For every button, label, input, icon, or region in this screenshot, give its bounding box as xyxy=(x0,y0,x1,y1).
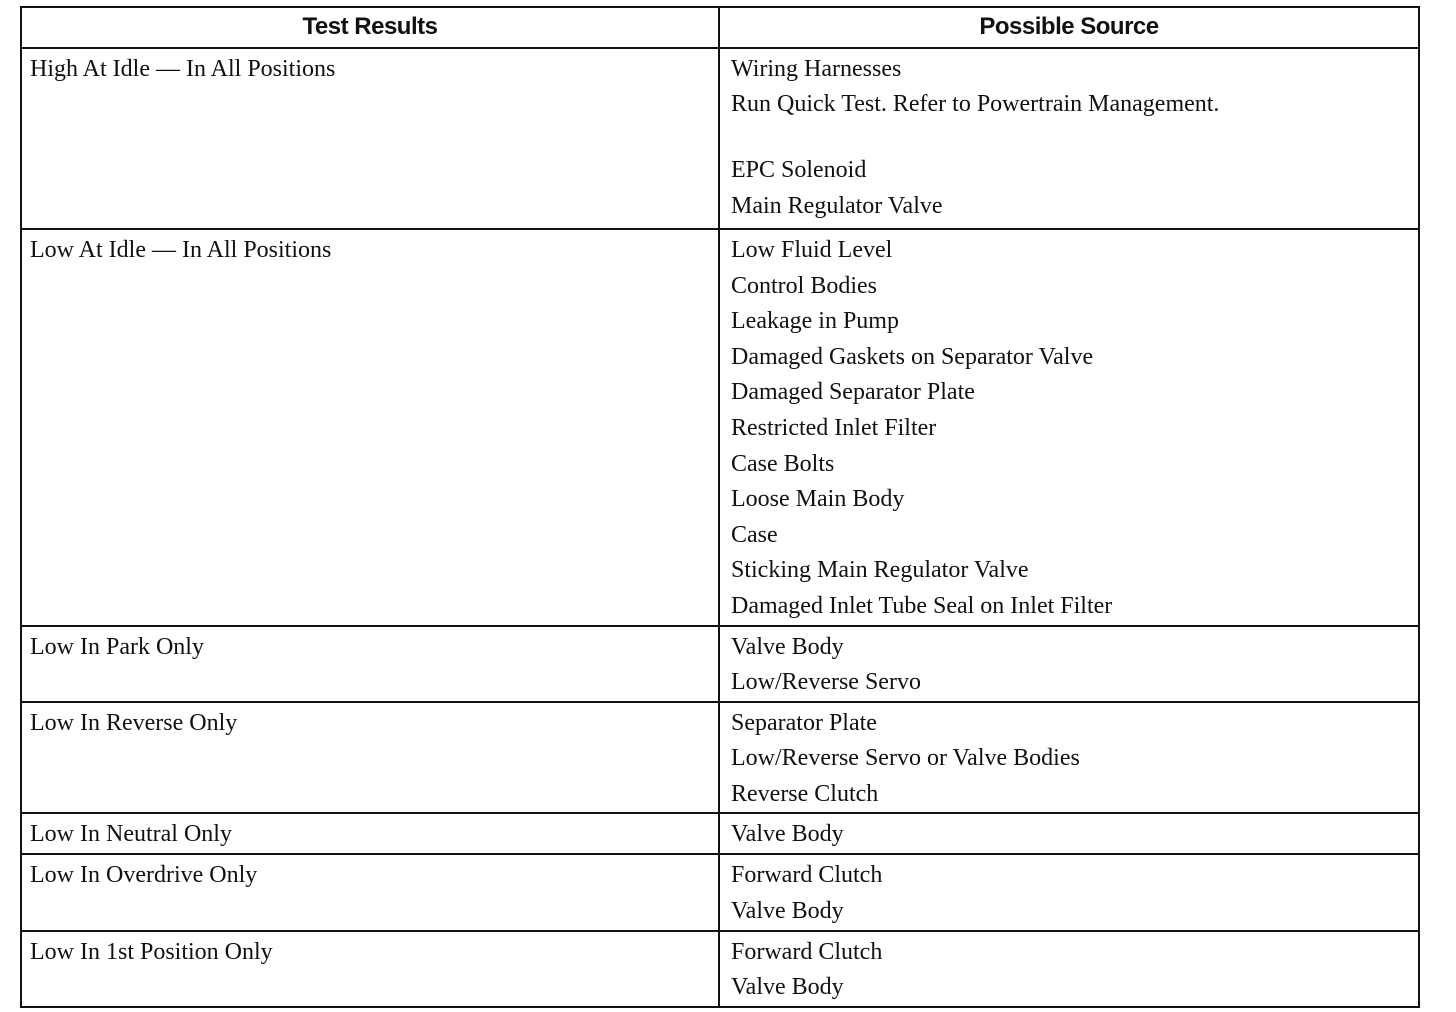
source-item: Damaged Separator Plate xyxy=(731,379,975,406)
source-item: Separator Plate xyxy=(731,709,877,736)
possible-source-cell xyxy=(720,703,1418,813)
test-result-cell: Low In Park Only xyxy=(22,627,720,701)
source-item: Valve Body xyxy=(731,974,844,1001)
source-item: Control Bodies xyxy=(731,272,878,299)
table-row xyxy=(22,932,1418,1006)
source-item: Leakage in Pump xyxy=(731,308,899,335)
table-row xyxy=(22,627,1418,703)
test-result-cell: Low In Neutral Only xyxy=(22,814,720,853)
test-result-cell: Low In Overdrive Only xyxy=(22,855,720,930)
source-item: Loose Main Body xyxy=(731,486,905,513)
source-item: Forward Clutch xyxy=(731,938,883,965)
source-item: Case Bolts xyxy=(731,450,835,477)
source-item: Low/Reverse Servo or Valve Bodies xyxy=(731,745,1080,772)
source-item: Main Regulator Valve xyxy=(731,192,943,219)
table-row xyxy=(22,814,1418,855)
test-result-cell: Low In Reverse Only xyxy=(22,703,720,813)
possible-source-cell xyxy=(720,932,1418,1006)
source-item: Forward Clutch xyxy=(731,862,883,889)
possible-source-cell xyxy=(720,627,1418,701)
pressure-test-table xyxy=(20,6,1420,1008)
table-row xyxy=(22,855,1418,932)
test-result-cell: High At Idle — In All Positions xyxy=(22,49,720,228)
source-item: Valve Body xyxy=(731,633,844,660)
source-item: Reverse Clutch xyxy=(731,780,879,807)
source-item: Restricted Inlet Filter xyxy=(731,414,937,441)
source-item: Damaged Inlet Tube Seal on Inlet Filter xyxy=(731,592,1113,619)
source-item: Run Quick Test. Refer to Powertrain Management. xyxy=(731,91,1220,118)
table-header-row xyxy=(22,8,1418,49)
possible-source-cell xyxy=(720,814,1418,853)
table-row xyxy=(22,703,1418,815)
header-test-results: Test Results xyxy=(22,8,720,47)
table-row xyxy=(22,49,1418,230)
source-item: Low Fluid Level xyxy=(731,237,893,264)
source-item: Low/Reverse Servo xyxy=(731,669,921,696)
test-result-cell: Low In 1st Position Only xyxy=(22,932,720,1006)
source-item: Wiring Harnesses xyxy=(731,55,902,82)
source-item: Damaged Gaskets on Separator Valve xyxy=(731,343,1094,370)
source-item: Sticking Main Regulator Valve xyxy=(731,557,1029,584)
possible-source-cell xyxy=(720,49,1418,228)
source-item: Valve Body xyxy=(731,821,844,848)
header-possible-source: Possible Source xyxy=(979,13,1159,41)
table-row xyxy=(22,230,1418,627)
source-item: EPC Solenoid xyxy=(731,157,867,184)
source-item: Case xyxy=(731,521,778,548)
source-item: Valve Body xyxy=(731,897,844,924)
test-result-cell: Low At Idle — In All Positions xyxy=(22,230,720,625)
possible-source-cell xyxy=(720,230,1418,625)
possible-source-cell xyxy=(720,855,1418,930)
